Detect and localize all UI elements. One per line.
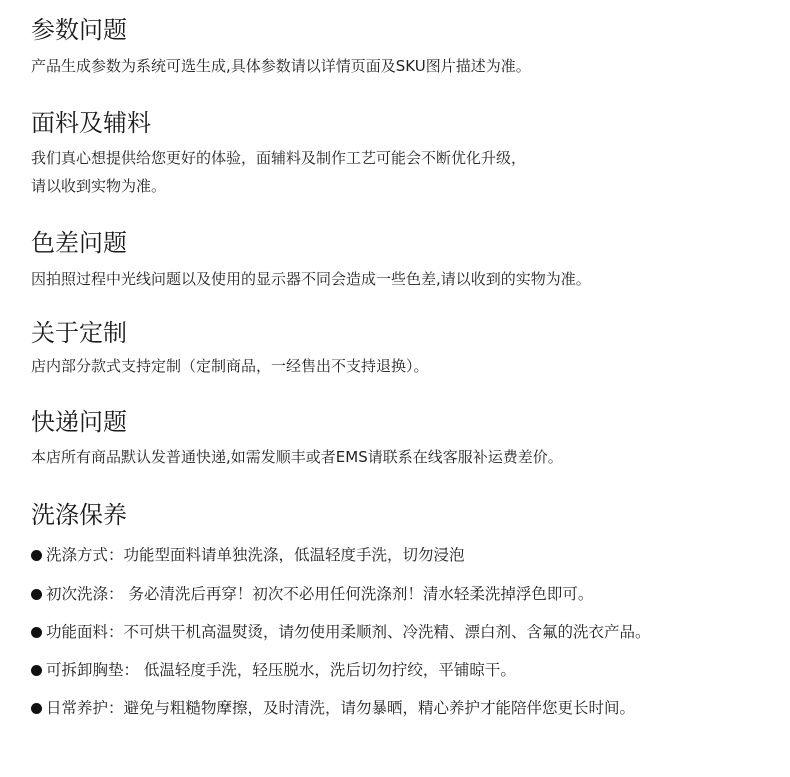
bullet-dot-icon xyxy=(31,550,42,561)
bullet-dot-icon xyxy=(31,665,42,676)
section-title: 面料及辅料 xyxy=(31,109,151,137)
section-fabric xyxy=(31,108,526,197)
section-title: 色差问题 xyxy=(31,229,127,257)
bullet-dot-icon xyxy=(31,589,42,600)
section-title: 关于定制 xyxy=(31,319,127,347)
care-item xyxy=(31,698,635,719)
section-text: 我们真心想提供给您更好的体验，面辅料及制作工艺可能会不断优化升级， xyxy=(31,149,527,167)
care-item xyxy=(31,660,516,681)
section-text: 店内部分款式支持定制（定制商品，一经售出不支持退换）。 xyxy=(31,357,429,375)
care-item-text: 功能面料：不可烘干机高温熨烫，请勿使用柔顺剂、冷洗精、漂白剂、含氟的洗衣产品。 xyxy=(46,623,651,641)
bullet-dot-icon xyxy=(31,627,42,638)
care-item-text: 日常养护：避免与粗糙物摩擦，及时清洗，请勿暴晒，精心养护才能陪伴您更长时间。 xyxy=(46,699,636,717)
section-title: 快递问题 xyxy=(31,408,127,436)
section-text: 请以收到实物为准。 xyxy=(31,177,167,195)
section-care xyxy=(31,500,651,717)
care-item-text: 初次洗涤： 务必清洗后再穿！初次不必用任何洗涤剂！清水轻柔洗掉浮色即可。 xyxy=(46,585,594,603)
care-item-text: 洗涤方式：功能型面料请单独洗涤，低温轻度手洗，切勿浸泡 xyxy=(46,546,465,564)
bullet-dot-icon xyxy=(31,703,42,714)
section-title: 洗涤保养 xyxy=(31,501,127,529)
care-item xyxy=(31,622,651,643)
section-text: 本店所有商品默认发普通快递,如需发顺丰或者EMS请联系在线客服补运费差价。 xyxy=(31,448,563,466)
section-shipping xyxy=(31,407,563,468)
section-color-difference xyxy=(31,228,591,290)
section-text: 产品生成参数为系统可选生成,具体参数请以详情页面及SKU图片描述为准。 xyxy=(31,57,531,75)
section-title: 参数问题 xyxy=(31,16,127,44)
care-item xyxy=(31,584,593,605)
care-item xyxy=(31,545,465,566)
section-text: 因拍照过程中光线问题以及使用的显示器不同会造成一些色差,请以收到的实物为准。 xyxy=(31,270,591,288)
section-parameters xyxy=(31,15,531,77)
care-item-text: 可拆卸胸垫： 低温轻度手洗，轻压脱水，洗后切勿拧绞，平铺晾干。 xyxy=(46,661,516,679)
section-customization xyxy=(31,318,429,377)
